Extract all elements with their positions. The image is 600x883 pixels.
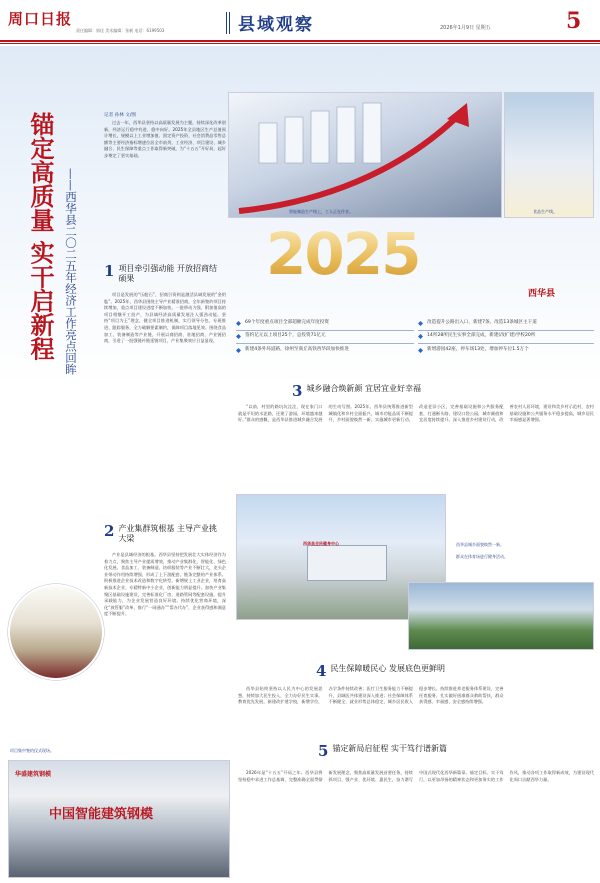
- header-rule: [0, 40, 600, 42]
- growth-arrow-graphic: [229, 93, 503, 219]
- section-3-heading: [292, 384, 532, 399]
- section-marker: [226, 12, 230, 34]
- editor-info: 责任编辑：郭佳 美术编辑：张帆 电话：6199503: [76, 28, 165, 33]
- county-label: 西华县: [528, 289, 556, 299]
- section-4-number: 4: [316, 662, 327, 680]
- bullet-item: 14所28所民生实事全部完成，新建(改扩建)学校20所: [418, 333, 594, 340]
- lead-paragraph: 过去一年，西华县坚持以高质量发展为主题，持续深化改革创新，经济运行稳中有进、稳中向好。2025年全县地区生产总值预计增长，规模以上工业增加值、固定资产投资、社会消费品零售总额等主要经济指标增速位居全市前列，工业经济、项目建设、城乡融合、民生保障等重点工作取得新突破，为“十五五”开好局、起好步奠定了坚实基础。: [104, 120, 226, 158]
- masthead-logo: 周口日报: [8, 10, 73, 28]
- year-graphic: 2025: [266, 220, 420, 288]
- bullet-item: 新建4条外环道路，徐州至商丘高铁西华段加快推进: [236, 347, 414, 354]
- issue-date: 2026年1月9日 星期五: [440, 25, 491, 31]
- section-3-title: 城乡融合焕新颜 宜居宜业好幸福: [306, 384, 421, 393]
- bullet-list-left: [236, 320, 414, 354]
- bullet-list-right: [418, 320, 594, 354]
- section-5-title: 锚定新局启征程 实干笃行谱新篇: [332, 744, 447, 753]
- factory-photo: [8, 760, 230, 878]
- sport-photo-caption: 群众在体育场进行健身活动。: [456, 554, 508, 559]
- town-photo-caption: 西华县城乡面貌焕然一新。: [456, 542, 504, 547]
- section-2-heading: [104, 524, 224, 543]
- byline: 记者 孙林 文/图: [104, 113, 137, 118]
- main-headline: 锚定高质量 实干启新程: [26, 112, 55, 361]
- section-2-text: 产业是县域经济的根基。西华县坚持把发展壮大实体经济作为着力点，聚焦主导产业提质增效，推动产业集群化、智能化、绿色化发展。食品加工、装备制造、纺织服装等产业不断壮大，龙头企业带动作用持续增强，形成了上下游配套、链条完整的产业体系。积极推进企业技术改造和数字化转型，新增规上工业企业，培育高新技术企业、专精特新中小企业，创新能力明显提升。加快产业集聚区基础设施建设，完善标准化厂房、道路管网等配套设施，提升承载能力，为企业发展营造良好环境。持续优化营商环境，深化“放管服”改革，推行“一网通办”“帮办代办”，企业获得感和满意度不断提升。: [104, 552, 226, 617]
- section-5-heading: [318, 744, 558, 759]
- meeting-photo: [8, 584, 104, 680]
- sub-headline: ——西华县二〇二五年经济工作亮点回眸: [64, 168, 78, 375]
- section-1-number: 1: [104, 262, 115, 280]
- bullet-item: 签约亿元以上项目25个，总投资71亿元: [236, 333, 414, 340]
- sport-photo: [408, 582, 594, 650]
- bullet-item: 69个年度重点项目全部超额完成年度投资: [236, 320, 414, 327]
- section-5-number: 5: [318, 742, 329, 760]
- lab-photo: [228, 92, 502, 218]
- bullet-item: 改造提升公路出入口，新建7条、改造13条城区主干道: [418, 320, 594, 327]
- section-3-text: “以前，村里的路坑坑洼洼，现在家门口就是平坦的水泥路，还建了游园，环境越来越好。”群众的感慨，是西华县推进城乡融合发展的生动写照。2025年，西华县统筹推进新型城镇化和乡村全面振兴，城市功能品质不断提升，乡村面貌焕然一新。实施城市更新行动，改造老旧小区，完善基础设施和公共服务配套，打通断头路，建设口袋公园，城市颜值和宜居度持续提升。深入推进乡村建设行动，改善农村人居环境，建设和美乡村示范村，农村基础设施和公共服务水平稳步提高，城乡居民幸福感显著增强。: [238, 404, 594, 423]
- section-4-title: 民生保障暖民心 发展底色更鲜明: [330, 664, 445, 673]
- section-2-number: 2: [104, 522, 115, 540]
- section-1-heading: [104, 264, 224, 283]
- section-1-title: 项目牵引强动能 开放招商结硕果: [118, 264, 217, 283]
- bottle-photo-caption: 食品生产线。: [533, 209, 557, 214]
- building-shape: [307, 545, 387, 581]
- section-2-title: 产业集群筑根基 主导产业挑大梁: [118, 524, 217, 543]
- section-3-number: 3: [292, 382, 303, 400]
- section-1-text: 项目是发展的“压舱石”，招商引资则是激活县域发展的“金钥匙”。2025年，西华县围绕主导产业精准招商，全年新签约项目持续增加，重点项目建设进度不断加快。一批带动力强、附加值高的项目相继开工投产，为县域经济高质量发展注入强劲动能。坚持“项目为王”理念，健全项目推进机制，实行领导分包、专班推进、跟踪服务，全力破解要素制约，保障项目落地见效。围绕食品加工、装备制造等产业链，开展以商招商、驻地招商、产业链招商，引进了一批强链补链延链项目，产业集聚效应日益显现。: [104, 292, 226, 344]
- section-5-text: 2026年是“十五五”开局之年。西华县将坚持稳中求进工作总基调，完整准确全面贯彻新发展理念，聚焦高质量发展首要任务，持续抓项目、强产业、优环境、惠民生，奋力谱写中国式现代化西华新篇章。锚定目标、实干笃行，以更加昂扬的精神状态和更加务实的工作作风，推动各项工作取得新成效，为建设现代化周口贡献西华力量。: [238, 770, 594, 782]
- page-number: 5: [566, 8, 582, 34]
- section-4-heading: [316, 664, 556, 679]
- bottle-photo: [504, 92, 594, 218]
- building-sign: 西华县全民健身中心: [303, 541, 339, 546]
- factory-main-sign: 中国智能建筑钢模: [49, 807, 154, 822]
- bullet-item: 新增游园42座，停车场13处，增加停车位1.5万个: [418, 347, 594, 354]
- header-rule-thin: [0, 43, 600, 44]
- meeting-photo-caption: 项目集中签约仪式现场。: [10, 748, 54, 753]
- lab-photo-caption: 智能制造生产线上，工人正在作业。: [289, 209, 353, 214]
- section-4-text: 西华县始终坚持以人民为中心的发展思想，持续加大民生投入，全力办好民生实事。教育优先发展，新建改扩建学校，新增学位，办学条件持续改善；医疗卫生服务能力不断提升，县域医共体建设深入推进；社会保障体系不断健全，就业形势总体稳定，城乡居民收入稳步增长。持续推进养老服务体系建设，完善托育服务，扎实做好困难群众救助帮扶，群众获得感、幸福感、安全感持续增强。: [238, 686, 504, 705]
- section-title: 县域观察: [238, 15, 314, 35]
- factory-brand-sign: 华盛建筑钢模: [15, 771, 52, 778]
